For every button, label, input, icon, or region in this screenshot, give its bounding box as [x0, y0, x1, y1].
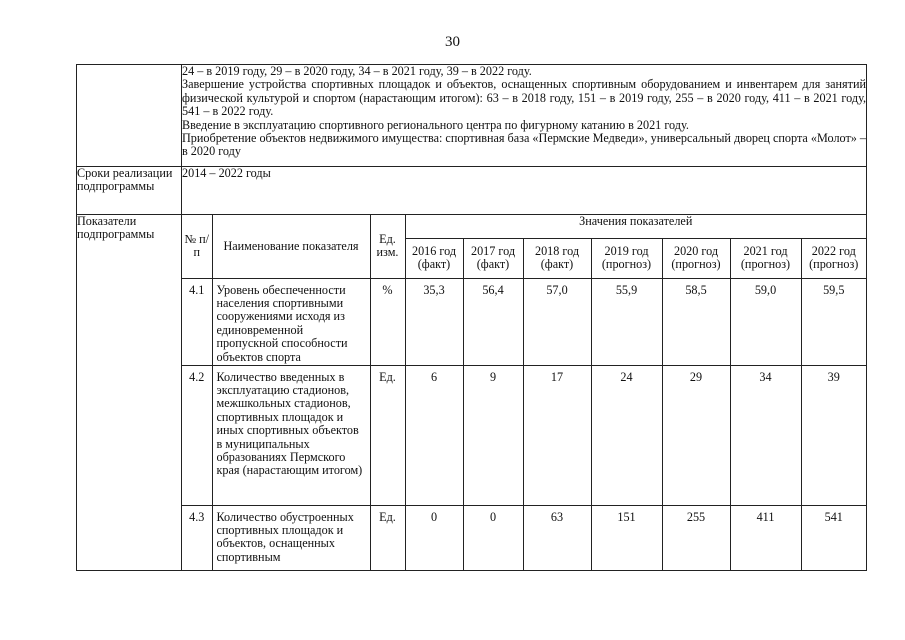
- intro-line: Введение в эксплуатацию спортивного регионального центра по фигурному катанию в 2021 году.: [182, 117, 689, 132]
- header-year: 2019 год (прогноз): [591, 238, 662, 278]
- row-value: 0: [405, 505, 463, 570]
- row-value: 63: [523, 505, 591, 570]
- header-year: 2016 год (факт): [405, 238, 463, 278]
- row-unit: %: [370, 278, 405, 365]
- intro-line: Приобретение объектов недвижимого имущества: спортивная база «Пермские Медведи», универсальный дворец спорта «Молот» – в 2020 году: [182, 131, 867, 159]
- row-value: 151: [591, 505, 662, 570]
- row-value: 541: [801, 505, 866, 570]
- table-row: [182, 278, 866, 365]
- row-value: 56,4: [463, 278, 523, 365]
- row-value: 39: [801, 365, 866, 505]
- header-values-group: Значения показателей: [405, 215, 866, 238]
- period-label: Сроки реализации подпрограммы: [77, 167, 182, 215]
- header-row-1: [182, 215, 866, 238]
- intro-line: Завершение устройства спортивных площадок и объектов, оснащенных спортивным оборудованием и инвентарем для занятий физической культурой и спортом (нарастающим итогом): 63 – в 2018 году, 151 – в 2019 году, 255 – в 2020 году, 411 – в 2021 году, 541 – в 2022 году.: [182, 77, 866, 119]
- header-year: 2020 год (прогноз): [662, 238, 730, 278]
- row-name: Количество введенных в эксплуатацию стадионов, межшкольных стадионов, спортивных площадок и иных спортивных объектов в муниципальных образованиях Пермского края (нарастающим итогом): [212, 365, 370, 505]
- table-row: [182, 365, 866, 505]
- row-value: 55,9: [591, 278, 662, 365]
- row-value: 6: [405, 365, 463, 505]
- header-year: 2018 год (факт): [523, 238, 591, 278]
- header-num: № п/п: [182, 215, 212, 278]
- row-value: 29: [662, 365, 730, 505]
- row-num: 4.1: [182, 278, 212, 365]
- header-year: 2021 год (прогноз): [730, 238, 801, 278]
- indicators-label: Показатели подпрограммы: [77, 215, 182, 571]
- row-value: 17: [523, 365, 591, 505]
- row-name: Количество обустроенных спортивных площадок и объектов, оснащенных спортивным: [212, 505, 370, 570]
- row-value: 34: [730, 365, 801, 505]
- row-unit: Ед.: [370, 505, 405, 570]
- intro-row: [77, 65, 867, 167]
- intro-text-cell: [182, 65, 867, 167]
- header-year: 2022 год (прогноз): [801, 238, 866, 278]
- header-unit: Ед. изм.: [370, 215, 405, 278]
- row-value: 255: [662, 505, 730, 570]
- row-value: 35,3: [405, 278, 463, 365]
- row-value: 411: [730, 505, 801, 570]
- row-num: 4.3: [182, 505, 212, 570]
- row-value: 0: [463, 505, 523, 570]
- indicators-row: [77, 215, 867, 571]
- row-name: Уровень обеспеченности населения спортивными сооружениями исходя из единовременной пропускной способности объектов спорта: [212, 278, 370, 365]
- period-value: 2014 – 2022 годы: [182, 167, 867, 215]
- row-value: 9: [463, 365, 523, 505]
- page-number: 30: [445, 34, 460, 50]
- table-row: [182, 505, 866, 570]
- header-year: 2017 год (факт): [463, 238, 523, 278]
- header-name: Наименование показателя: [212, 215, 370, 278]
- row-value: 58,5: [662, 278, 730, 365]
- row-value: 59,5: [801, 278, 866, 365]
- row-num: 4.2: [182, 365, 212, 505]
- row-value: 59,0: [730, 278, 801, 365]
- indicators-table: [182, 215, 866, 570]
- row-value: 57,0: [523, 278, 591, 365]
- empty-label-cell: [77, 65, 182, 167]
- passport-table: [76, 64, 867, 571]
- row-value: 24: [591, 365, 662, 505]
- period-row: [77, 167, 867, 215]
- intro-line: 24 – в 2019 году, 29 – в 2020 году, 34 – в 2021 году, 39 – в 2022 году.: [182, 64, 532, 78]
- row-unit: Ед.: [370, 365, 405, 505]
- indicators-cell: [182, 215, 867, 571]
